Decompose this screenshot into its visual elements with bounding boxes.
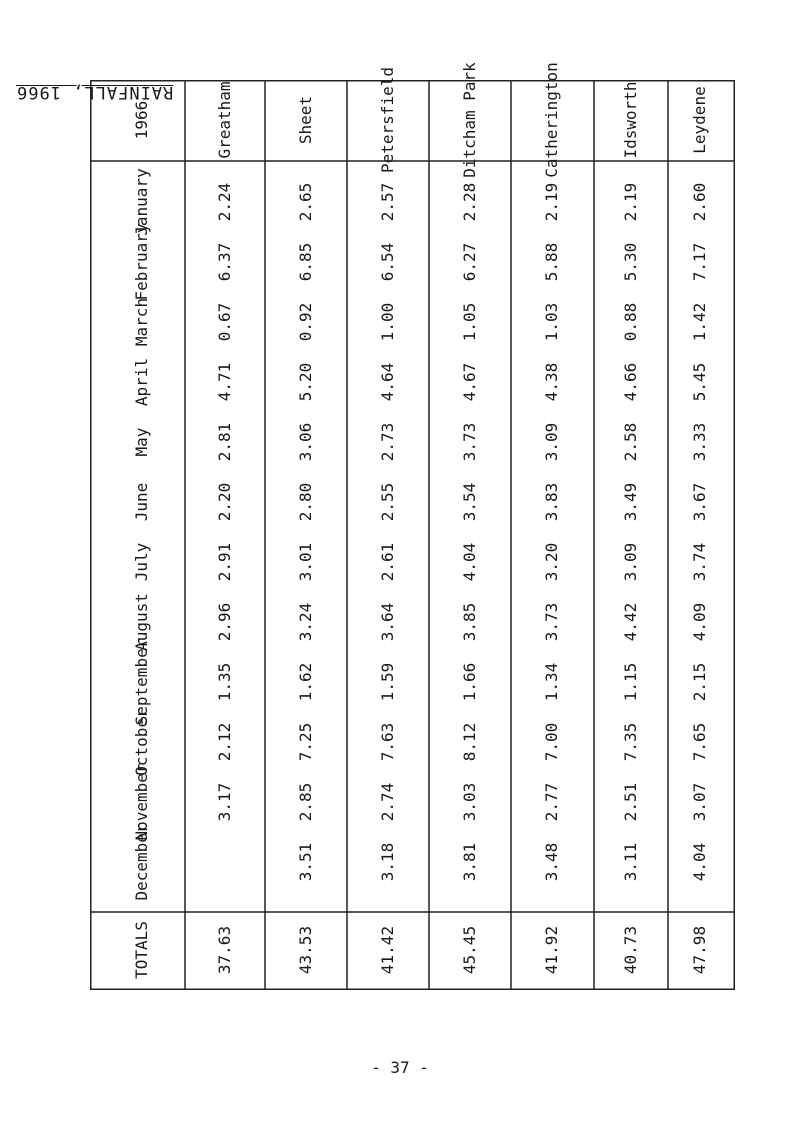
table-cell: 2.73: [378, 422, 397, 462]
table-cell: 2.58: [621, 422, 640, 462]
table-cell: 2.85: [296, 782, 315, 822]
station-total: 41.92: [542, 925, 561, 975]
month-label-september: September: [132, 638, 151, 726]
table-cell: 1.03: [542, 302, 561, 342]
station-header-leydene: Leydene: [690, 86, 709, 154]
table-cell: 3.03: [460, 782, 479, 822]
table-cell: 0.88: [621, 302, 640, 342]
table-cell: 3.64: [378, 602, 397, 642]
table-cell: 2.51: [621, 782, 640, 822]
table-cell: 1.35: [215, 662, 234, 702]
station-header-petersfield: Petersfield: [378, 67, 397, 173]
table-cell: 3.07: [690, 782, 709, 822]
table-cell: 3.01: [296, 542, 315, 582]
table-cell: 3.83: [542, 482, 561, 522]
month-label-august: August: [132, 593, 151, 651]
table-cell: 3.74: [690, 542, 709, 582]
table-cell: 1.62: [296, 662, 315, 702]
table-cell: 0.92: [296, 302, 315, 342]
table-cell: 1.05: [460, 302, 479, 342]
station-header-greatham: Greatham: [215, 81, 234, 159]
table-cell: 1.00: [378, 302, 397, 342]
table-cell: 7.65: [690, 722, 709, 762]
table-cell: 1.42: [690, 302, 709, 342]
month-label-march: March: [132, 297, 151, 347]
table-cell: 3.54: [460, 482, 479, 522]
table-cell: 4.71: [215, 362, 234, 402]
station-total: 45.45: [460, 925, 479, 975]
table-cell: 5.30: [621, 242, 640, 282]
table-cell: 3.20: [542, 542, 561, 582]
table-cell: 3.24: [296, 602, 315, 642]
table-cell: 1.15: [621, 662, 640, 702]
table-cell: 3.51: [296, 842, 315, 882]
month-label-october: October: [132, 708, 151, 776]
table-cell: 2.55: [378, 482, 397, 522]
table-cell: 2.20: [215, 482, 234, 522]
table-cell: 6.85: [296, 242, 315, 282]
table-cell: 3.33: [690, 422, 709, 462]
table-cell: 4.64: [378, 362, 397, 402]
table-cell: 1.59: [378, 662, 397, 702]
table-cell: 3.11: [621, 842, 640, 882]
table-cell: 3.73: [460, 422, 479, 462]
table-cell: 2.81: [215, 422, 234, 462]
station-header-sheet: Sheet: [296, 95, 315, 145]
station-total: 37.63: [215, 925, 234, 975]
month-label-april: April: [132, 357, 151, 407]
station-total: 40.73: [621, 925, 640, 975]
table-cell: 2.60: [690, 182, 709, 222]
table-cell: 7.35: [621, 722, 640, 762]
table-cell: 2.15: [690, 662, 709, 702]
table-cell: 1.66: [460, 662, 479, 702]
table-cell: 5.20: [296, 362, 315, 402]
table-cell: 0.67: [215, 302, 234, 342]
station-total: 47.98: [690, 925, 709, 975]
month-label-december: December: [132, 823, 151, 901]
table-cell: 5.45: [690, 362, 709, 402]
table-cell: 4.42: [621, 602, 640, 642]
table-cell: 3.48: [542, 842, 561, 882]
table-cell: 3.17: [215, 782, 234, 822]
table-cell: 8.12: [460, 722, 479, 762]
month-label-july: July: [132, 542, 151, 582]
table-cell: 4.67: [460, 362, 479, 402]
table-cell: 3.09: [621, 542, 640, 582]
table-cell: 2.96: [215, 602, 234, 642]
table-cell: 4.04: [690, 842, 709, 882]
table-cell: 3.85: [460, 602, 479, 642]
table-cell: 2.57: [378, 182, 397, 222]
table-cell: 2.19: [542, 182, 561, 222]
table-cell: 2.80: [296, 482, 315, 522]
table-cell: 4.04: [460, 542, 479, 582]
year-header: 1966: [132, 100, 151, 140]
table-cell: 3.67: [690, 482, 709, 522]
station-total: 41.42: [378, 925, 397, 975]
table-cell: 2.19: [621, 182, 640, 222]
table-cell: 6.54: [378, 242, 397, 282]
table-cell: 3.81: [460, 842, 479, 882]
month-label-may: May: [132, 427, 151, 457]
table-cell: 3.06: [296, 422, 315, 462]
table-cell: 1.34: [542, 662, 561, 702]
table-cell: 2.28: [460, 182, 479, 222]
table-cell: 4.66: [621, 362, 640, 402]
station-total: 43.53: [296, 925, 315, 975]
station-header-ditcham-park: Ditcham Park: [460, 62, 479, 178]
table-cell: 7.00: [542, 722, 561, 762]
table-cell: 3.49: [621, 482, 640, 522]
table-cell: 3.09: [542, 422, 561, 462]
table-cell: 3.18: [378, 842, 397, 882]
table-cell: 7.63: [378, 722, 397, 762]
table-cell: 6.37: [215, 242, 234, 282]
month-label-november: November: [132, 763, 151, 841]
table-cell: 2.65: [296, 182, 315, 222]
table-cell: 7.25: [296, 722, 315, 762]
table-cell: 7.17: [690, 242, 709, 282]
table-cell: 2.61: [378, 542, 397, 582]
station-header-catherington: Catherington: [542, 62, 561, 178]
rainfall-table: [90, 62, 735, 990]
month-label-january: January: [132, 168, 151, 236]
totals-label: TOTALS: [132, 921, 151, 979]
table-cell: 3.73: [542, 602, 561, 642]
table-cell: 2.77: [542, 782, 561, 822]
page-number: - 37 -: [371, 1058, 429, 1077]
month-label-february: February: [132, 223, 151, 301]
table-cell: 4.09: [690, 602, 709, 642]
table-cell: 2.12: [215, 722, 234, 762]
table-cell: 5.88: [542, 242, 561, 282]
station-header-idsworth: Idsworth: [621, 81, 640, 159]
table-cell: 2.24: [215, 182, 234, 222]
table-cell: 2.91: [215, 542, 234, 582]
table-cell: 4.38: [542, 362, 561, 402]
month-label-june: June: [132, 482, 151, 522]
table-cell: 6.27: [460, 242, 479, 282]
table-cell: 2.74: [378, 782, 397, 822]
